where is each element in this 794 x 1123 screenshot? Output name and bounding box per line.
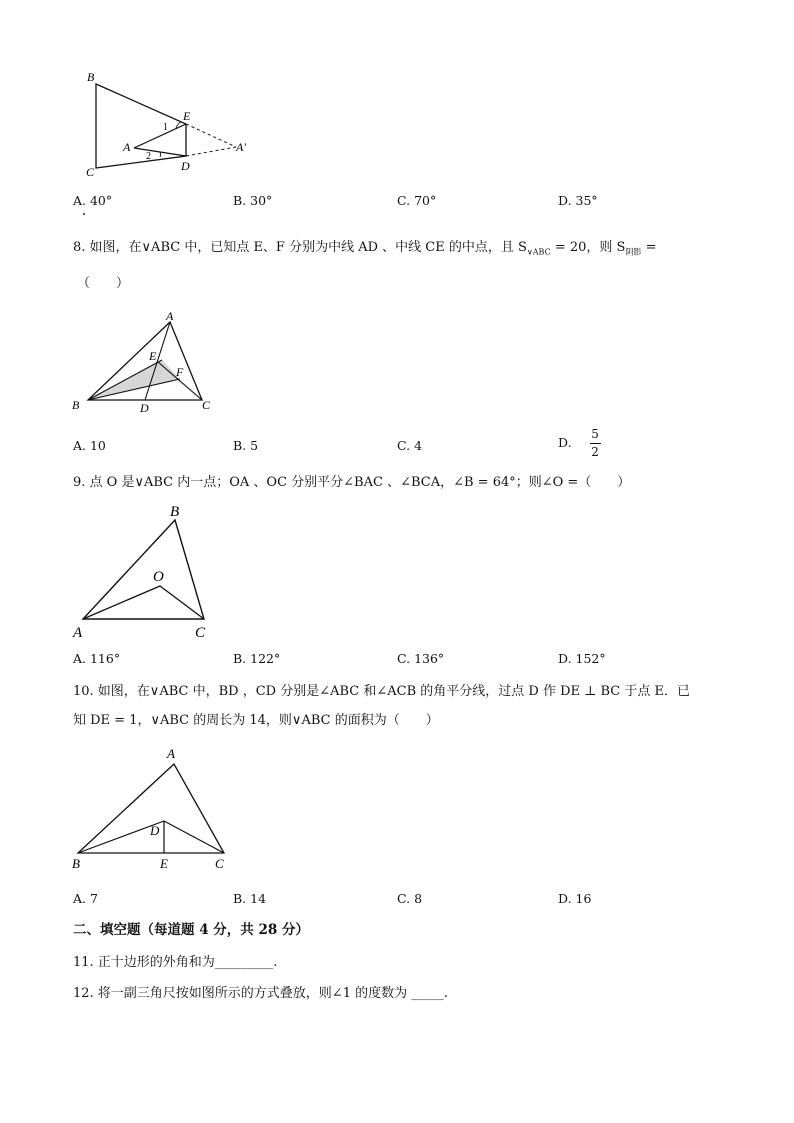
- q9-option-a: A. 116°: [73, 651, 121, 666]
- q8-option-c: C. 4: [397, 438, 423, 453]
- label-C: C: [215, 856, 224, 871]
- fraction-denominator: 2: [591, 444, 599, 459]
- q10-option-c: C. 8: [397, 891, 423, 906]
- q10-question-line2: 知 DE = 1，∨ABC 的周长为 14，则∨ABC 的面积为（ ）: [73, 713, 439, 728]
- q8-sub-shadow: 阴影: [625, 247, 642, 257]
- label-C: C: [86, 165, 95, 179]
- fraction-bar: [590, 443, 601, 444]
- label-A: A: [123, 140, 131, 154]
- figure-q8: [66, 305, 226, 417]
- figure-q9: [70, 498, 220, 643]
- label-A: A: [167, 746, 175, 761]
- label-D: D: [140, 401, 149, 415]
- q7-option-b: B. 30°: [233, 193, 273, 208]
- label-C: C: [195, 625, 206, 641]
- label-B: B: [170, 504, 180, 520]
- q9-question: 9. 点 O 是∨ABC 内一点；OA 、OC 分别平分∠BAC 、∠BCA，∠B = 64°；则∠O =（ ）: [73, 475, 631, 490]
- q8-text-a: 8. 如图，在∨ABC 中，已知点 E、F 分别为中线 AD 、中线 CE 的中点，且 S: [73, 240, 527, 255]
- label-C: C: [202, 398, 211, 412]
- q8-text-c: =: [641, 240, 657, 255]
- label-two: 2: [146, 151, 151, 162]
- q8-option-b: B. 5: [233, 438, 259, 453]
- q12-question: 12. 将一副三角尺按如图所示的方式叠放，则∠1 的度数为 _____.: [73, 986, 448, 1001]
- q9-option-b: B. 122°: [233, 651, 281, 666]
- label-D: D: [181, 159, 190, 173]
- label-O: O: [153, 569, 164, 585]
- section-title: 二、填空题（每道题 4 分，共 28 分）: [73, 922, 309, 938]
- label-B: B: [72, 398, 80, 412]
- label-B: B: [72, 856, 80, 871]
- label-B: B: [87, 70, 95, 84]
- fraction-numerator: 5: [591, 427, 599, 441]
- figure-q7: [80, 68, 260, 180]
- label-E: E: [183, 109, 191, 123]
- figure-q10: [68, 740, 233, 872]
- label-A-prime: A': [236, 140, 246, 154]
- label-E: E: [160, 856, 168, 871]
- label-E: E: [149, 349, 157, 363]
- q8-option-d: [558, 428, 601, 458]
- q9-option-d: D. 152°: [558, 651, 606, 666]
- q8-option-a: A. 10: [73, 438, 106, 453]
- label-A: A: [73, 625, 83, 641]
- q8-answer-paren: （ ）: [77, 276, 130, 291]
- q11-question: 11. 正十边形的外角和为_________.: [73, 955, 278, 970]
- q7-option-c: C. 70°: [397, 193, 437, 208]
- q8-option-d-fraction: [590, 428, 601, 458]
- label-one: 1: [163, 122, 168, 133]
- label-D: D: [150, 823, 160, 838]
- q7-option-a: A. 40°: [73, 193, 113, 208]
- q10-option-b: B. 14: [233, 891, 267, 906]
- q10-question-line1: 10. 如图，在∨ABC 中，BD ，CD 分别是∠ABC 和∠ACB 的角平分线，过点 D 作 DE ⊥ BC 于点 E．已: [73, 684, 690, 699]
- q8-option-d-label: D.: [558, 434, 572, 450]
- q10-option-a: A. 7: [73, 891, 98, 906]
- q7-option-d: D. 35°: [558, 193, 598, 208]
- q8-sub-abc: ∨ABC: [526, 247, 551, 257]
- label-F: F: [176, 365, 184, 379]
- q8-text-b: = 20，则 S: [550, 240, 626, 255]
- label-A: A: [166, 309, 174, 323]
- q10-option-d: D. 16: [558, 891, 592, 906]
- q9-option-c: C. 136°: [397, 651, 445, 666]
- q8-question: [73, 241, 656, 257]
- stray-dot: [83, 213, 85, 215]
